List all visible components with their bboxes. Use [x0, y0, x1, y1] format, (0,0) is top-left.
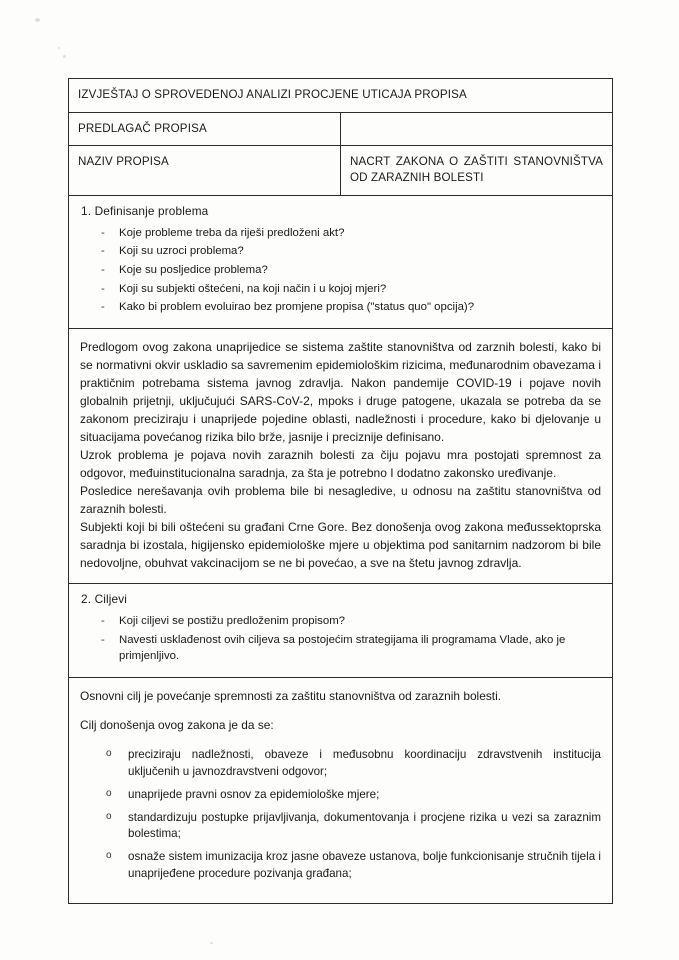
scan-speck [58, 47, 60, 49]
section-2-answer-body [68, 678, 613, 904]
list-item: - Koji ciljevi se postižu predloženim propisom? [99, 613, 602, 629]
scan-speck [63, 55, 66, 58]
section-2-bullet-list [102, 747, 601, 883]
paragraph: Posledice nerešavanja ovih problema bile bi nesagledive, u odnosu na zaštitu stanovništva od zaraznih bolesti. [80, 484, 601, 516]
table-row [69, 79, 613, 113]
paragraph: Subjekti koji bi bili oštećeni su građani Crne Gore. Bez donošenja ovog zakona međussektoprska saradnja bi izostala, higijensko epidemiološke mjere u objektima pod sanitarnim nadzorom bi bile nedovoljne, obuhvat vakcinacijom se ne bi povećao, a sve na štetu javnog zdravlja. [80, 520, 601, 570]
document-header-table [68, 78, 613, 196]
field-label-regulation-name: NAZIV PROPISA [69, 146, 341, 195]
field-value-proposer [341, 112, 613, 146]
list-item: - Koji su uzroci problema? [99, 243, 602, 259]
list-item: - Koji su subjekti oštećeni, na koji način i u kojoj mjeri? [99, 281, 602, 297]
table-row [69, 146, 613, 195]
table-row [69, 112, 613, 146]
scan-speck [210, 942, 213, 944]
paragraph: Cilj donošenja ovog zakona je da se: [80, 718, 274, 733]
document-body [68, 78, 613, 904]
section-2-question-list [99, 613, 602, 664]
list-item: - Koje su posljedice problema? [99, 262, 602, 278]
list-item: o osnaže sistem imunizacija kroz jasne obaveze ustanova, bolje funkcionisanje stručnih tijela i unaprijeđene procedure pozivanja građana; [102, 849, 601, 883]
report-title: IZVJEŠTAJ O SPROVEDENOJ ANALIZI PROCJENE UTICAJA PROPISA [69, 79, 613, 113]
section-1-questions [68, 196, 613, 329]
scan-speck [35, 18, 40, 22]
list-item: - Kako bi problem evoluirao bez promjene propisa ("status quo" opcija)? [99, 299, 602, 315]
paragraph: Predlogom ovog zakona unaprijedice se sistema zaštite stanovništva od zarznih bolesti, kako bi se normativni okvir uskladio sa savremenim epidemiološkim rizicima, međunarodnim obavezama i praktičnim potrebama sistema javnog zdravlja. Nakon pandemije COVID-19 i pojave novih globalnih prijetnji, uključujući SARS-CoV-2, mpoks i druge patogene, ukazala se potreba da se zakonom preciziraju i unaprijede pojedine oblasti, nadležnosti i procedure, kako bi djelovanje u situacijama povećanog rizika bilo brže, jasnije i preciznije definisano. [80, 340, 601, 444]
list-item: - Navesti usklađenost ovih ciljeva sa postojećim strategijama ili programama Vlade, ako je primjenljivo. [99, 632, 602, 664]
field-value-regulation-name: NACRT ZAKONA O ZAŠTITI STANOVNIŠTVA OD ZARAZNIH BOLESTI [341, 146, 613, 195]
field-label-proposer: PREDLAGAČ PROPISA [69, 112, 341, 146]
paragraph: Osnovni cilj je povećanje spremnosti za zaštitu stanovništva od zaraznih bolesti. [80, 688, 502, 703]
list-item: o standardizuju postupke prijavljivanja, dokumentovanja i procjene rizika u vezi sa zaraznim bolestima; [102, 810, 601, 844]
section-1-heading: 1. Definisanje problema [81, 203, 209, 218]
section-2-heading: 2. Ciljevi [81, 592, 128, 606]
section-1-answer-body [68, 329, 613, 584]
list-item: o unaprijede pravni osnov za epidemiološke mjere; [102, 787, 601, 804]
list-item: o preciziraju nadležnosti, obaveze i međusobnu koordinaciju zdravstvenih institucija uključenih u javnozdravstveni odgovor; [102, 747, 601, 781]
list-item: - Koje probleme treba da riješi predloženi akt? [99, 225, 602, 241]
section-1-question-list [99, 225, 602, 316]
paragraph: Uzrok problema je pojava novih zaraznih bolesti za čiju pojavu mra postojati spremnost za odgovor, međuinstitucionalna saradnja, za šta je potrebno I dodatno zakonsko uređivanje. [80, 448, 601, 480]
section-2-questions [68, 584, 613, 678]
